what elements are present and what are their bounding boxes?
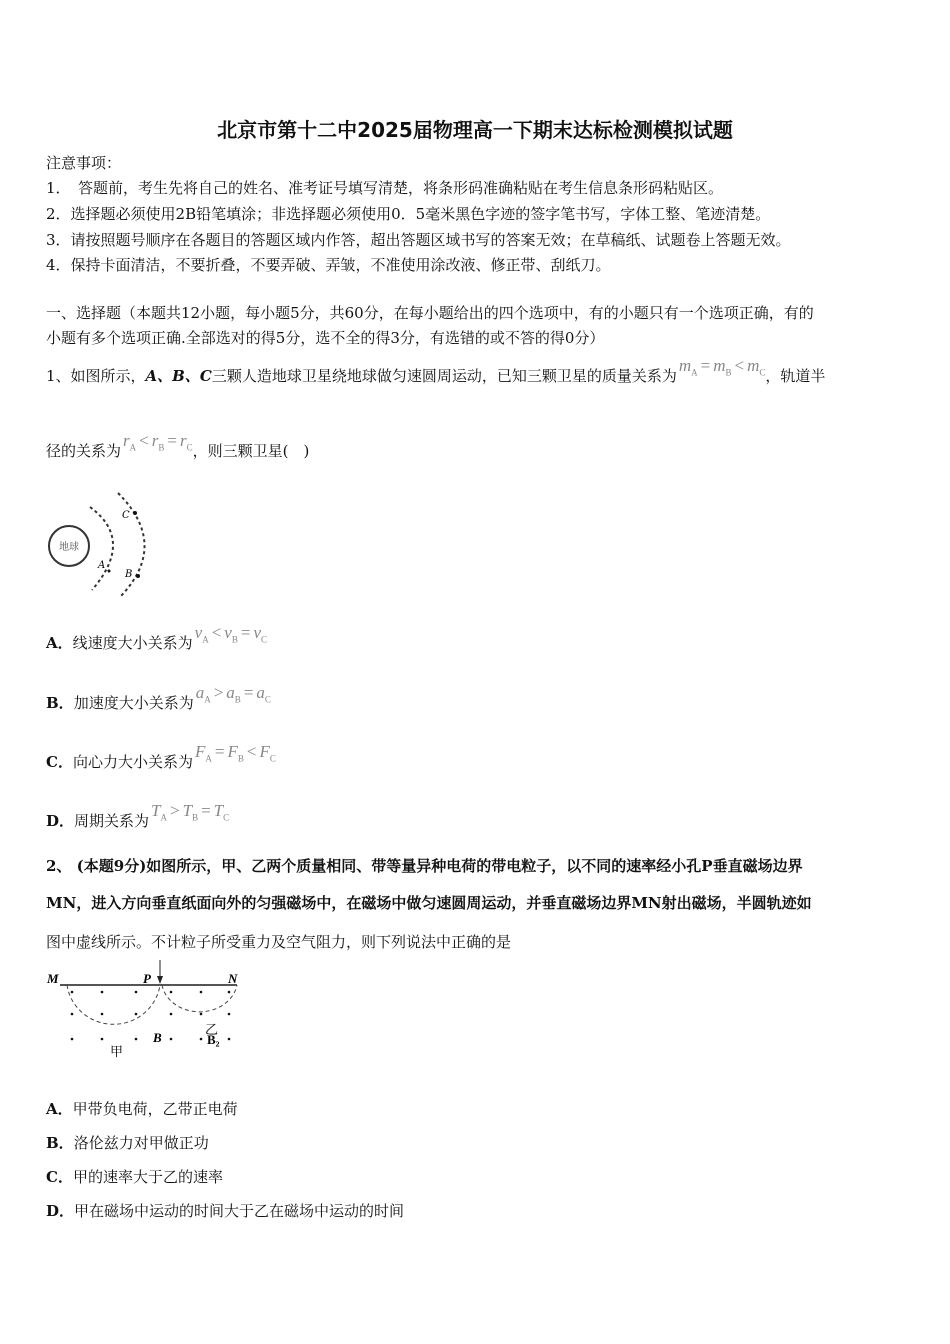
formula-variable: F — [259, 742, 270, 761]
formula-subscript: A — [129, 442, 137, 453]
page-title: 北京市第十二中2025届物理高一下期末达标检测模拟试题 — [217, 118, 733, 142]
q2-stem: 2、 (本题9分)如图所示，甲、乙两个质量相同、带等量异种电荷的带电粒子，以不同的速率经小孔P垂直磁场边界 — [46, 857, 803, 875]
formula — [195, 683, 271, 705]
formula — [151, 801, 230, 823]
formula-operator: = — [240, 623, 251, 642]
label-a: A — [98, 560, 106, 571]
q2-option-d[interactable]: D．甲在磁场中运动的时间大于乙在磁场中运动的时间 — [46, 1202, 405, 1220]
formula-subscript: A — [691, 367, 698, 378]
formula-variable: m — [747, 356, 760, 375]
formula-variable: a — [226, 683, 235, 702]
notice-item: 1． 答题前，考生先将自己的姓名、准考证号填写清楚，将条形码准确粘贴在考生信息条形码粘贴区。 — [46, 179, 724, 197]
q1-option-b[interactable]: B．加速度大小关系为$a_A > a_B = a_C$ — [46, 683, 271, 712]
formula-operator: = — [201, 801, 211, 820]
q1-stem — [46, 356, 826, 387]
q2-option-a[interactable]: A．甲带负电荷，乙带正电荷 — [46, 1100, 238, 1118]
q1-text: 三颗人造地球卫星绕地球做匀速圆周运动，已知三颗卫星的质量关系为 — [211, 367, 677, 385]
label-n: N — [228, 971, 238, 986]
label-p: P — [143, 971, 151, 986]
formula-subscript: A — [205, 753, 212, 764]
formula-operator: > — [170, 801, 180, 820]
q1-abc: A、B、C — [145, 367, 212, 385]
formula-subscript: C — [261, 634, 268, 645]
formula-subscript: C — [269, 753, 276, 764]
label-b: B — [153, 1030, 162, 1045]
q1-text: 径的关系为 — [46, 442, 122, 460]
orbit-figure — [40, 485, 160, 605]
notice-item: 4．保持卡面清洁，不要折叠，不要弄破、弄皱，不准使用涂改液、修正带、刮纸刀。 — [46, 256, 611, 274]
label-b: B — [125, 569, 133, 580]
q2-option-b[interactable]: B．洛伦兹力对甲做正功 — [46, 1134, 209, 1152]
formula-variable: v — [224, 623, 232, 642]
formula-operator: = — [243, 683, 254, 702]
label-c: C — [122, 510, 130, 521]
formula-variable: m — [713, 356, 726, 375]
formula-variable: r — [123, 431, 130, 450]
formula-operator: = — [167, 431, 177, 450]
formula — [194, 623, 268, 645]
formula-subscript: B — [725, 367, 732, 378]
notice-heading: 注意事项： — [46, 154, 122, 172]
q1-stem-cont — [46, 431, 310, 462]
section-heading-cont: 小题有多个选项正确.全部选对的得5分，选不全的得3分，有选错的或不答的得0分） — [46, 329, 605, 347]
formula-subscript: C — [223, 812, 230, 823]
earth-label: 地球 — [59, 542, 79, 553]
notice-item: 2．选择题必须使用2B铅笔填涂；非选择题必须使用0．5毫米黑色字迹的签字笔书写，字体工整、笔迹清楚。 — [46, 205, 771, 223]
label-jia: 甲 — [110, 1044, 124, 1059]
formula-variable: r — [151, 431, 159, 450]
formula-operator: < — [211, 623, 222, 642]
formula-operator: < — [139, 431, 149, 450]
formula-variable: r — [179, 431, 187, 450]
formula-subscript: C — [759, 367, 766, 378]
q2-stem-cont: 图中虚线所示。不计粒子所受重力及空气阻力，则下列说法中正确的是 — [46, 933, 512, 951]
formula-subscript: A — [202, 634, 209, 645]
formula-variable: a — [195, 683, 205, 702]
q1-text: 1、如图所示， — [46, 367, 146, 385]
formula — [194, 742, 276, 764]
q1-option-d[interactable]: D．周期关系为$T_A > T_B = T_C$ — [46, 801, 230, 830]
formula-variable: F — [194, 742, 206, 761]
formula-subscript: B — [237, 753, 244, 764]
formula-subscript: B — [234, 694, 241, 705]
formula-subscript: B — [231, 634, 238, 645]
q1-text: ，轨道半 — [765, 367, 826, 385]
label-b2: B₂ — [207, 1032, 220, 1047]
magnetic-field-figure — [40, 960, 260, 1060]
q1-text: ，则三颗卫星( ) — [192, 442, 310, 460]
formula-subscript: C — [186, 442, 193, 453]
formula-variable: T — [213, 801, 224, 820]
q2-stem-cont: MN，进入方向垂直纸面向外的匀强磁场中，在磁场中做匀速圆周运动，并垂直磁场边界MN射出磁场，半圆轨迹如 — [46, 894, 812, 912]
section-heading: 一、选择题（本题共12小题，每小题5分，共60分，在每小题给出的四个选项中，有的小题只有一个选项正确，有的 — [46, 304, 814, 322]
q2-option-c[interactable]: C．甲的速率大于乙的速率 — [46, 1168, 223, 1186]
formula-subscript: A — [160, 812, 167, 823]
label-m: M — [47, 971, 59, 986]
formula-subscript: B — [192, 812, 199, 823]
formula-operator: > — [213, 683, 224, 702]
formula-operator: < — [246, 742, 257, 761]
formula-subscript: A — [204, 694, 211, 705]
formula-operator: = — [214, 742, 225, 761]
formula-operator: < — [734, 356, 745, 375]
formula-variable: T — [151, 801, 161, 820]
formula-subscript: B — [158, 442, 165, 453]
mass-formula — [678, 356, 766, 378]
q1-option-c[interactable]: C．向心力大小关系为$F_A = F_B < F_C$ — [46, 742, 276, 771]
formula-variable: T — [182, 801, 193, 820]
radius-formula — [123, 431, 193, 453]
formula-variable: v — [253, 623, 261, 642]
formula-variable: F — [227, 742, 238, 761]
formula-operator: = — [700, 356, 711, 375]
formula-variable: v — [194, 623, 203, 642]
label-yi: 乙 — [205, 1022, 219, 1037]
formula-variable: m — [678, 356, 692, 375]
notice-item: 3．请按照题号顺序在各题目的答题区域内作答，超出答题区域书写的答案无效；在草稿纸、试题卷上答题无效。 — [46, 231, 791, 249]
q1-option-a[interactable]: A．线速度大小关系为$v_A < v_B = v_C$ — [46, 623, 268, 652]
formula-variable: a — [256, 683, 265, 702]
formula-subscript: C — [264, 694, 271, 705]
